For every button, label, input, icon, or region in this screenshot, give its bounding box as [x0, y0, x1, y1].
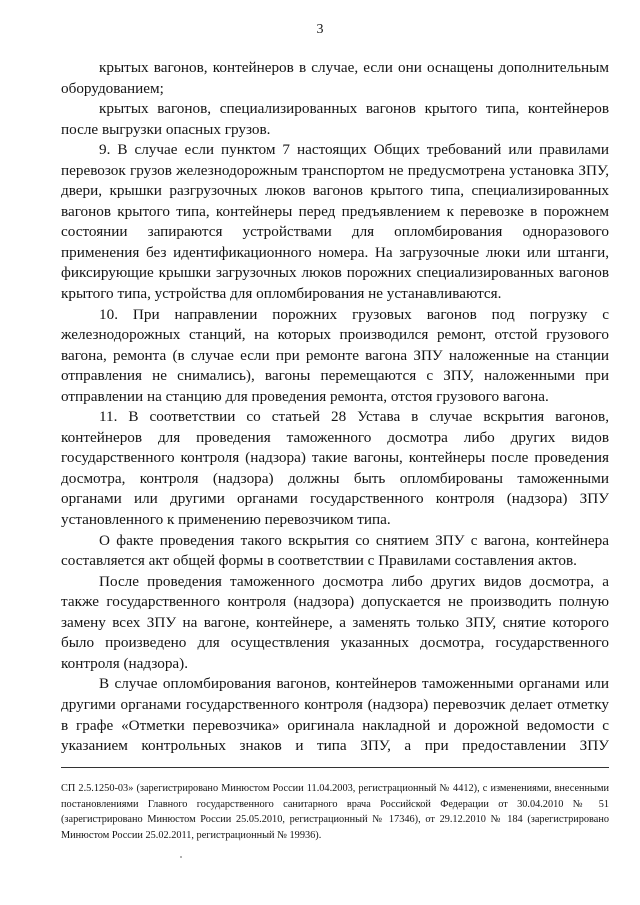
- paragraph-clause-9: 9. В случае если пунктом 7 настоящих Общих требований или правилами перевозок грузов железнодорожным транспортом не предусмотрена установка ЗПУ, двери, крышки разгрузочных люков вагонов крытого типа, специализированных вагонов крытого типа, контейнеры перед предъявлением к перевозке в порожнем состоянии запираются устройствами для опломбирования одноразового применения без идентификационного номера. На загрузочные люки или штанги, фиксирующие крышки загрузочных люков порожних специализированных вагонов крытого типа, устройства для опломбирования не устанавливаются.: [61, 141, 609, 303]
- body-text: [61, 58, 609, 757]
- paragraph-clause-10: 10. При направлении порожних грузовых вагонов под погрузку с железнодорожных станций, на которых производился ремонт, отстой грузового вагона, ремонта (в случае если при ремонте вагона ЗПУ наложенные на станции отправления не снимались), вагоны перемещаются с ЗПУ, наложенными при отправлении на станцию для проведения ремонта, отстоя грузового вагона.: [61, 305, 609, 405]
- footnote-text: СП 2.5.1250-03» (зарегистрировано Минюстом России 11.04.2003, регистрационный № 4412), с изменениями, внесенными постановлениями Главного государственного санитарного врача Российской Федерации от 30.04.2010 № 51 (зарегистрировано Минюстом России 25.05.2010, регистрационный № 17346), от 29.12.2010 № 184 (зарегистрировано Минюстом России 25.02.2011, регистрационный № 19936).: [61, 783, 609, 841]
- page-number: 3: [316, 22, 324, 37]
- paragraph-partial-replacement: После проведения таможенного досмотра либо других видов досмотра, а также государственного контроля (надзора) допускается не производить полную замену всех ЗПУ на вагоне, контейнере, а заменять только ЗПУ, снятие которого было произведено для осуществления указанных досмотра, государственного контроля (надзора).: [61, 572, 609, 672]
- paragraph-wagons-equipment: крытых вагонов, контейнеров в случае, если они оснащены дополнительным оборудованием;: [61, 59, 609, 97]
- paragraph-carrier-mark: В случае опломбирования вагонов, контейнеров таможенными органами или другими органами государственного контроля (надзора) перевозчик делает отметку в графе «Отметки перевозчика» оригинала накладной и дорожной ведомости с указанием контрольных знаков и типа ЗПУ, а при предоставлении ЗПУ: [61, 675, 609, 755]
- paragraph-wagons-dangerous-cargo: крытых вагонов, специализированных вагонов крытого типа, контейнеров после выгрузки опасных грузов.: [61, 100, 609, 138]
- footnote: [61, 781, 609, 843]
- paragraph-clause-11: 11. В соответствии со статьей 28 Устава в случае вскрытия вагонов, контейнеров для проведения таможенного досмотра либо других видов государственного контроля (надзора) такие вагоны, контейнеры после проведения досмотра, контроля (надзора) должны быть опломбированы таможенными органами или другими органами государственного контроля (надзора) ЗПУ установленного к применению перевозчиком типа.: [61, 408, 609, 529]
- scan-artifact-dot: [180, 856, 182, 858]
- footnote-divider: [61, 767, 609, 768]
- paragraph-opening-act: О факте проведения такого вскрытия со снятием ЗПУ с вагона, контейнера составляется акт общей формы в соответствии с Правилами составления актов.: [61, 531, 609, 570]
